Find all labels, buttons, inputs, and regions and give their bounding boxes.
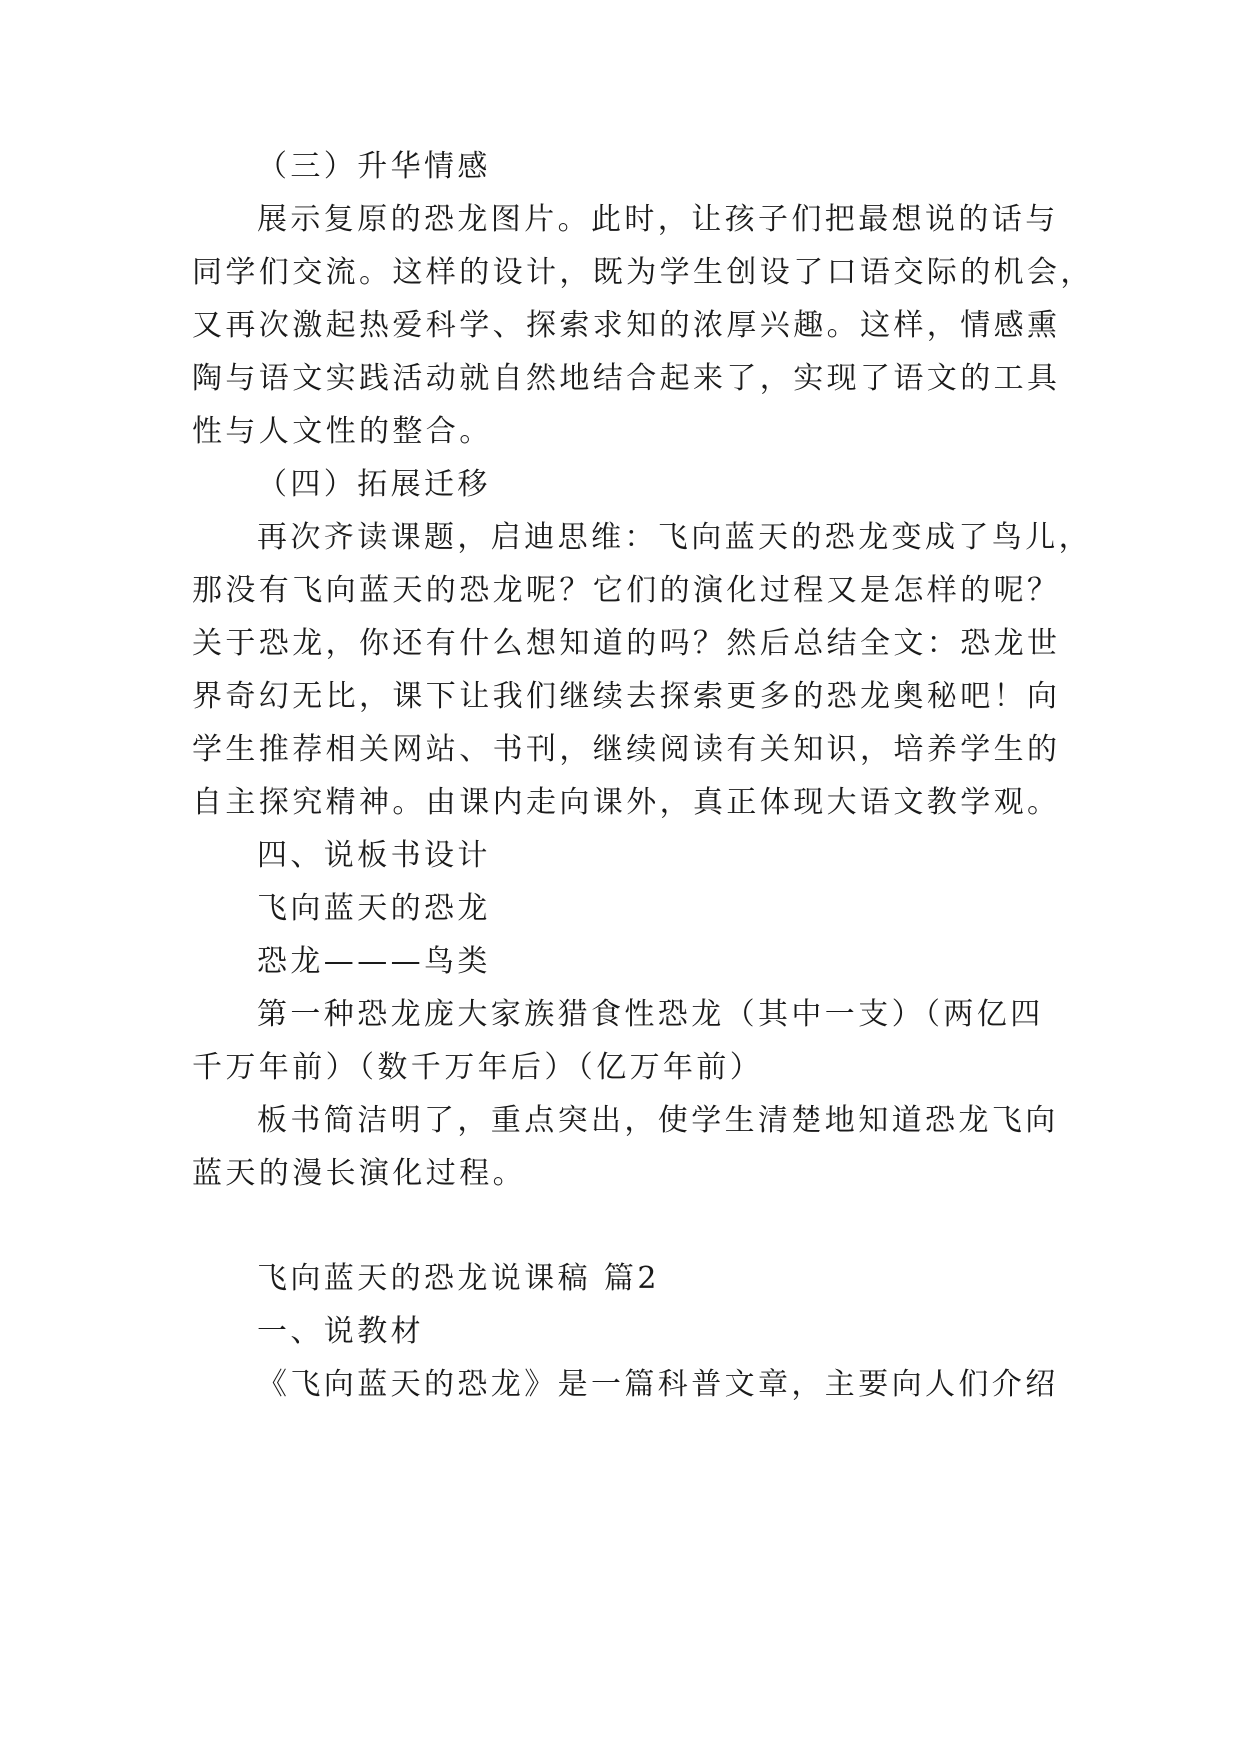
paragraph-line: 陶与语文实践活动就自然地结合起来了，实现了语文的工具: [192, 361, 1061, 396]
paragraph-line: 那没有飞向蓝天的恐龙呢？它们的演化过程又是怎样的呢？: [192, 573, 1061, 608]
paragraph-line: 再次齐读课题，启迪思维：飞向蓝天的恐龙变成了鸟儿，: [257, 520, 1092, 555]
paragraph-line: 《飞向蓝天的恐龙》是一篇科普文章，主要向人们介绍: [257, 1367, 1059, 1402]
paragraph-line: 板书简洁明了，重点突出，使学生清楚地知道恐龙飞向: [257, 1103, 1059, 1138]
paragraph-line: 同学们交流。这样的设计，既为学生创设了口语交际的机会，: [192, 255, 1094, 290]
heading-extend-transfer: （四）拓展迁移: [257, 467, 491, 502]
heading-sublimate-emotion: （三）升华情感: [257, 149, 491, 184]
paragraph-line: 蓝天的漫长演化过程。: [192, 1156, 526, 1191]
heading-board-design: 四、说板书设计: [257, 838, 491, 873]
paragraph-line: 又再次激起热爱科学、探索求知的浓厚兴趣。这样，情感熏: [192, 308, 1061, 343]
section-title-part-2: 飞向蓝天的恐龙说课稿 篇2: [257, 1261, 660, 1296]
board-title: 飞向蓝天的恐龙: [257, 891, 491, 926]
paragraph-line: 关于恐龙，你还有什么想知道的吗？然后总结全文：恐龙世: [192, 626, 1061, 661]
board-line: 第一种恐龙庞大家族猎食性恐龙（其中一支）（两亿四: [257, 997, 1044, 1032]
board-line: 千万年前）（数千万年后）（亿万年前）: [192, 1050, 764, 1085]
heading-textbook: 一、说教材: [257, 1314, 424, 1349]
paragraph-line: 界奇幻无比，课下让我们继续去探索更多的恐龙奥秘吧！向: [192, 679, 1061, 714]
board-line: 恐龙———鸟类: [257, 944, 491, 979]
paragraph-line: 展示复原的恐龙图片。此时，让孩子们把最想说的话与: [257, 202, 1059, 237]
paragraph-line: 性与人文性的整合。: [192, 414, 493, 449]
paragraph-line: 学生推荐相关网站、书刊，继续阅读有关知识，培养学生的: [192, 732, 1061, 767]
paragraph-line: 自主探究精神。由课内走向课外，真正体现大语文教学观。: [192, 785, 1061, 820]
